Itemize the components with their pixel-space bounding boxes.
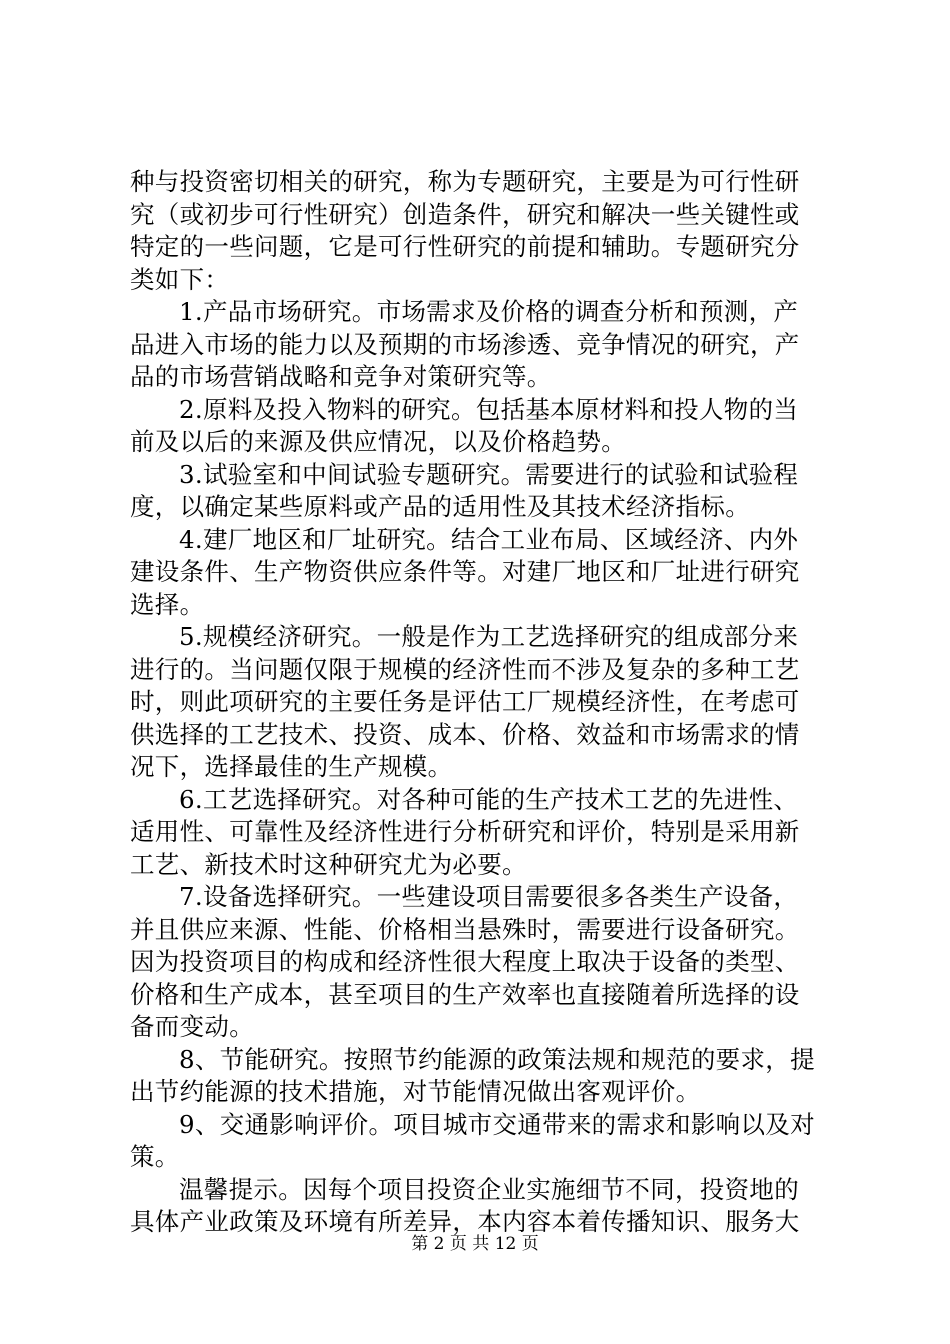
text-line: 况下，选择最佳的生产规模。 — [130, 752, 453, 781]
text-line: 时，则此项研究的主要任务是评估工厂规模经济性，在考虑可 — [130, 687, 800, 716]
text-line: 出节约能源的技术措施，对节能情况做出客观评价。 — [130, 1077, 701, 1106]
text-line: 7.设备选择研究。一些建设项目需要很多各类生产设备， — [179, 882, 799, 911]
text-line: 3.试验室和中间试验专题研究。需要进行的试验和试验程 — [179, 459, 799, 489]
text-line: 策。 — [130, 1142, 180, 1171]
text-line: 建设条件、生产物资供应条件等。对建厂地区和厂址进行研究 — [130, 557, 800, 586]
text-line: 具体产业政策及环境有所差异，本内容本着传播知识、服务大 — [130, 1207, 800, 1236]
text-line: 度，以确定某些原料或产品的适用性及其技术经济指标。 — [130, 492, 750, 521]
text-line: 适用性、可靠性及经济性进行分析研究和评价，特别是采用新 — [130, 817, 800, 846]
text-line: 1.产品市场研究。市场需求及价格的调查分析和预测，产 — [179, 297, 799, 326]
text-line: 类如下： — [130, 264, 230, 294]
text-line: 价格和生产成本，甚至项目的生产效率也直接随着所选择的设 — [130, 979, 800, 1009]
text-line: 供选择的工艺技术、投资、成本、价格、效益和市场需求的情 — [130, 719, 800, 749]
text-line: 4.建厂地区和厂址研究。结合工业布局、区域经济、内外 — [179, 524, 799, 554]
document-body — [130, 166, 835, 1239]
text-line: 选择。 — [130, 589, 205, 619]
text-line: 8、节能研究。按照节约能源的政策法规和规范的要求，提 — [179, 1044, 815, 1074]
text-line: 究（或初步可行性研究）创造条件，研究和解决一些关键性或 — [130, 199, 800, 229]
text-line: 温馨提示。因每个项目投资企业实施细节不同，投资地的 — [179, 1174, 799, 1204]
text-line: 进行的。当问题仅限于规模的经济性而不涉及复杂的多种工艺 — [130, 654, 800, 684]
text-line: 备而变动。 — [130, 1012, 254, 1041]
text-line: 前及以后的来源及供应情况，以及价格趋势。 — [130, 427, 626, 456]
text-line: 品进入市场的能力以及预期的市场渗透、竞争情况的研究，产 — [130, 329, 800, 359]
text-line: 因为投资项目的构成和经济性很大程度上取决于设备的类型、 — [130, 947, 800, 976]
text-line: 并且供应来源、性能、价格相当悬殊时，需要进行设备研究。 — [130, 914, 800, 944]
text-line: 9、交通影响评价。项目城市交通带来的需求和影响以及对 — [179, 1109, 815, 1139]
text-line: 2.原料及投入物料的研究。包括基本原材料和投人物的当 — [179, 394, 799, 424]
page-footer: 第 2 页 共 12 页 — [411, 1234, 539, 1254]
text-line: 品的市场营销战略和竞争对策研究等。 — [130, 362, 552, 391]
text-line: 特定的一些问题，它是可行性研究的前提和辅助。专题研究分 — [130, 232, 800, 261]
text-line: 种与投资密切相关的研究，称为专题研究，主要是为可行性研 — [130, 167, 800, 196]
text-line: 5.规模经济研究。一般是作为工艺选择研究的组成部分来 — [179, 622, 799, 651]
text-line: 6.工艺选择研究。对各种可能的生产技术工艺的先进性、 — [179, 784, 799, 814]
text-line: 工艺、新技术时这种研究尤为必要。 — [130, 849, 527, 879]
